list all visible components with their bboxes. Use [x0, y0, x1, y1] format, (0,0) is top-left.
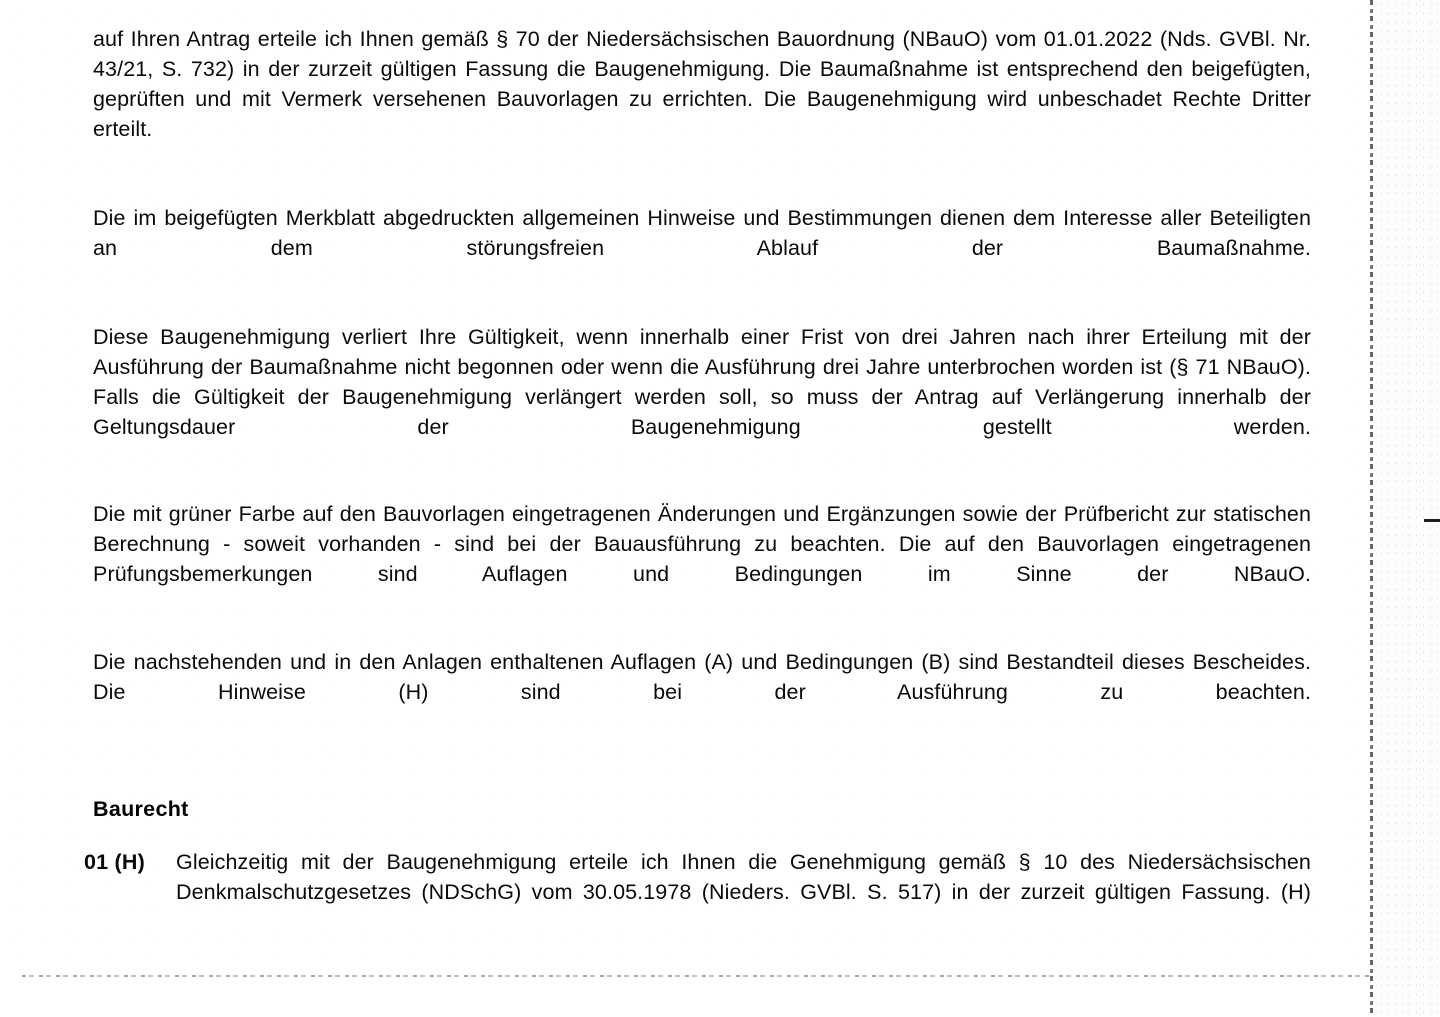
scan-speckle-texture: [1378, 0, 1440, 1017]
margin-dash-mark: [1424, 519, 1440, 522]
document-text-block: [84, 24, 1311, 937]
page-edge-seam-line: [1370, 0, 1373, 1017]
paragraph-conditions-scope: Die nachstehenden und in den Anlagen enthaltenen Auflagen (A) und Bedingungen (B) sind Bestandteil dieses Bescheides. Die Hinweise (H) sind bei der Ausführung zu beachten.: [93, 650, 1311, 704]
numbered-item: [84, 847, 1311, 937]
paragraph-leaflet-notice: Die im beigefügten Merkblatt abgedruckten allgemeinen Hinweise und Bestimmungen dienen dem Interesse aller Beteiligten an dem störungsfreien Ablauf der Baumaßnahme.: [93, 206, 1311, 260]
paragraph-building-permit-grant: auf Ihren Antrag erteile ich Ihnen gemäß § 70 der Niedersächsischen Bauordnung (NBauO) vom 01.01.2022 (Nds. GVBl. Nr. 43/21, S. 732) in der zurzeit gültigen Fassung die Baugenehmigung. Die Baumaßnahme ist entsprechend den beigefügten, geprüften und mit Vermerk versehenen Bauvorlagen zu errichten. Die Baugenehmigung wird unbeschadet Rechte Dritter erteilt.: [93, 27, 1311, 141]
paragraph-green-annotations: Die mit grüner Farbe auf den Bauvorlagen eingetragenen Änderungen und Ergänzungen sowie der Prüfbericht zur statischen Berechnung - soweit vorhanden - sind bei der Bauausführung zu beachten. Die auf den Bauvorlagen eingetragenen Prüfungsbemerkungen sind Auflagen und Bedingungen im Sinne der NBauO.: [93, 502, 1311, 586]
paragraph-validity-period: Diese Baugenehmigung verliert Ihre Gültigkeit, wenn innerhalb einer Frist von drei Jahren nach ihrer Erteilung mit der Ausführung der Baumaßnahme nicht begonnen oder wenn die Ausführung drei Jahre unterbrochen worden ist (§ 71 NBauO). Falls die Gültigkeit der Baugenehmigung verlängert werden soll, so muss der Antrag auf Verlängerung innerhalb der Geltungsdauer der Baugenehmigung gestellt werden.: [93, 325, 1311, 439]
numbered-item-marker: 01 (H): [84, 850, 145, 874]
numbered-item-text: Gleichzeitig mit der Baugenehmigung erteile ich Ihnen die Genehmigung gemäß § 10 des Niedersächsischen Denkmalschutzgesetzes (NDSchG) vom 30.05.1978 (Nieders. GVBl. S. 517) in der zurzeit gültigen Fassung. (H): [176, 850, 1311, 904]
page-edge-bottom-line: [22, 975, 1372, 977]
section-heading-baurecht: Baurecht: [93, 797, 189, 821]
